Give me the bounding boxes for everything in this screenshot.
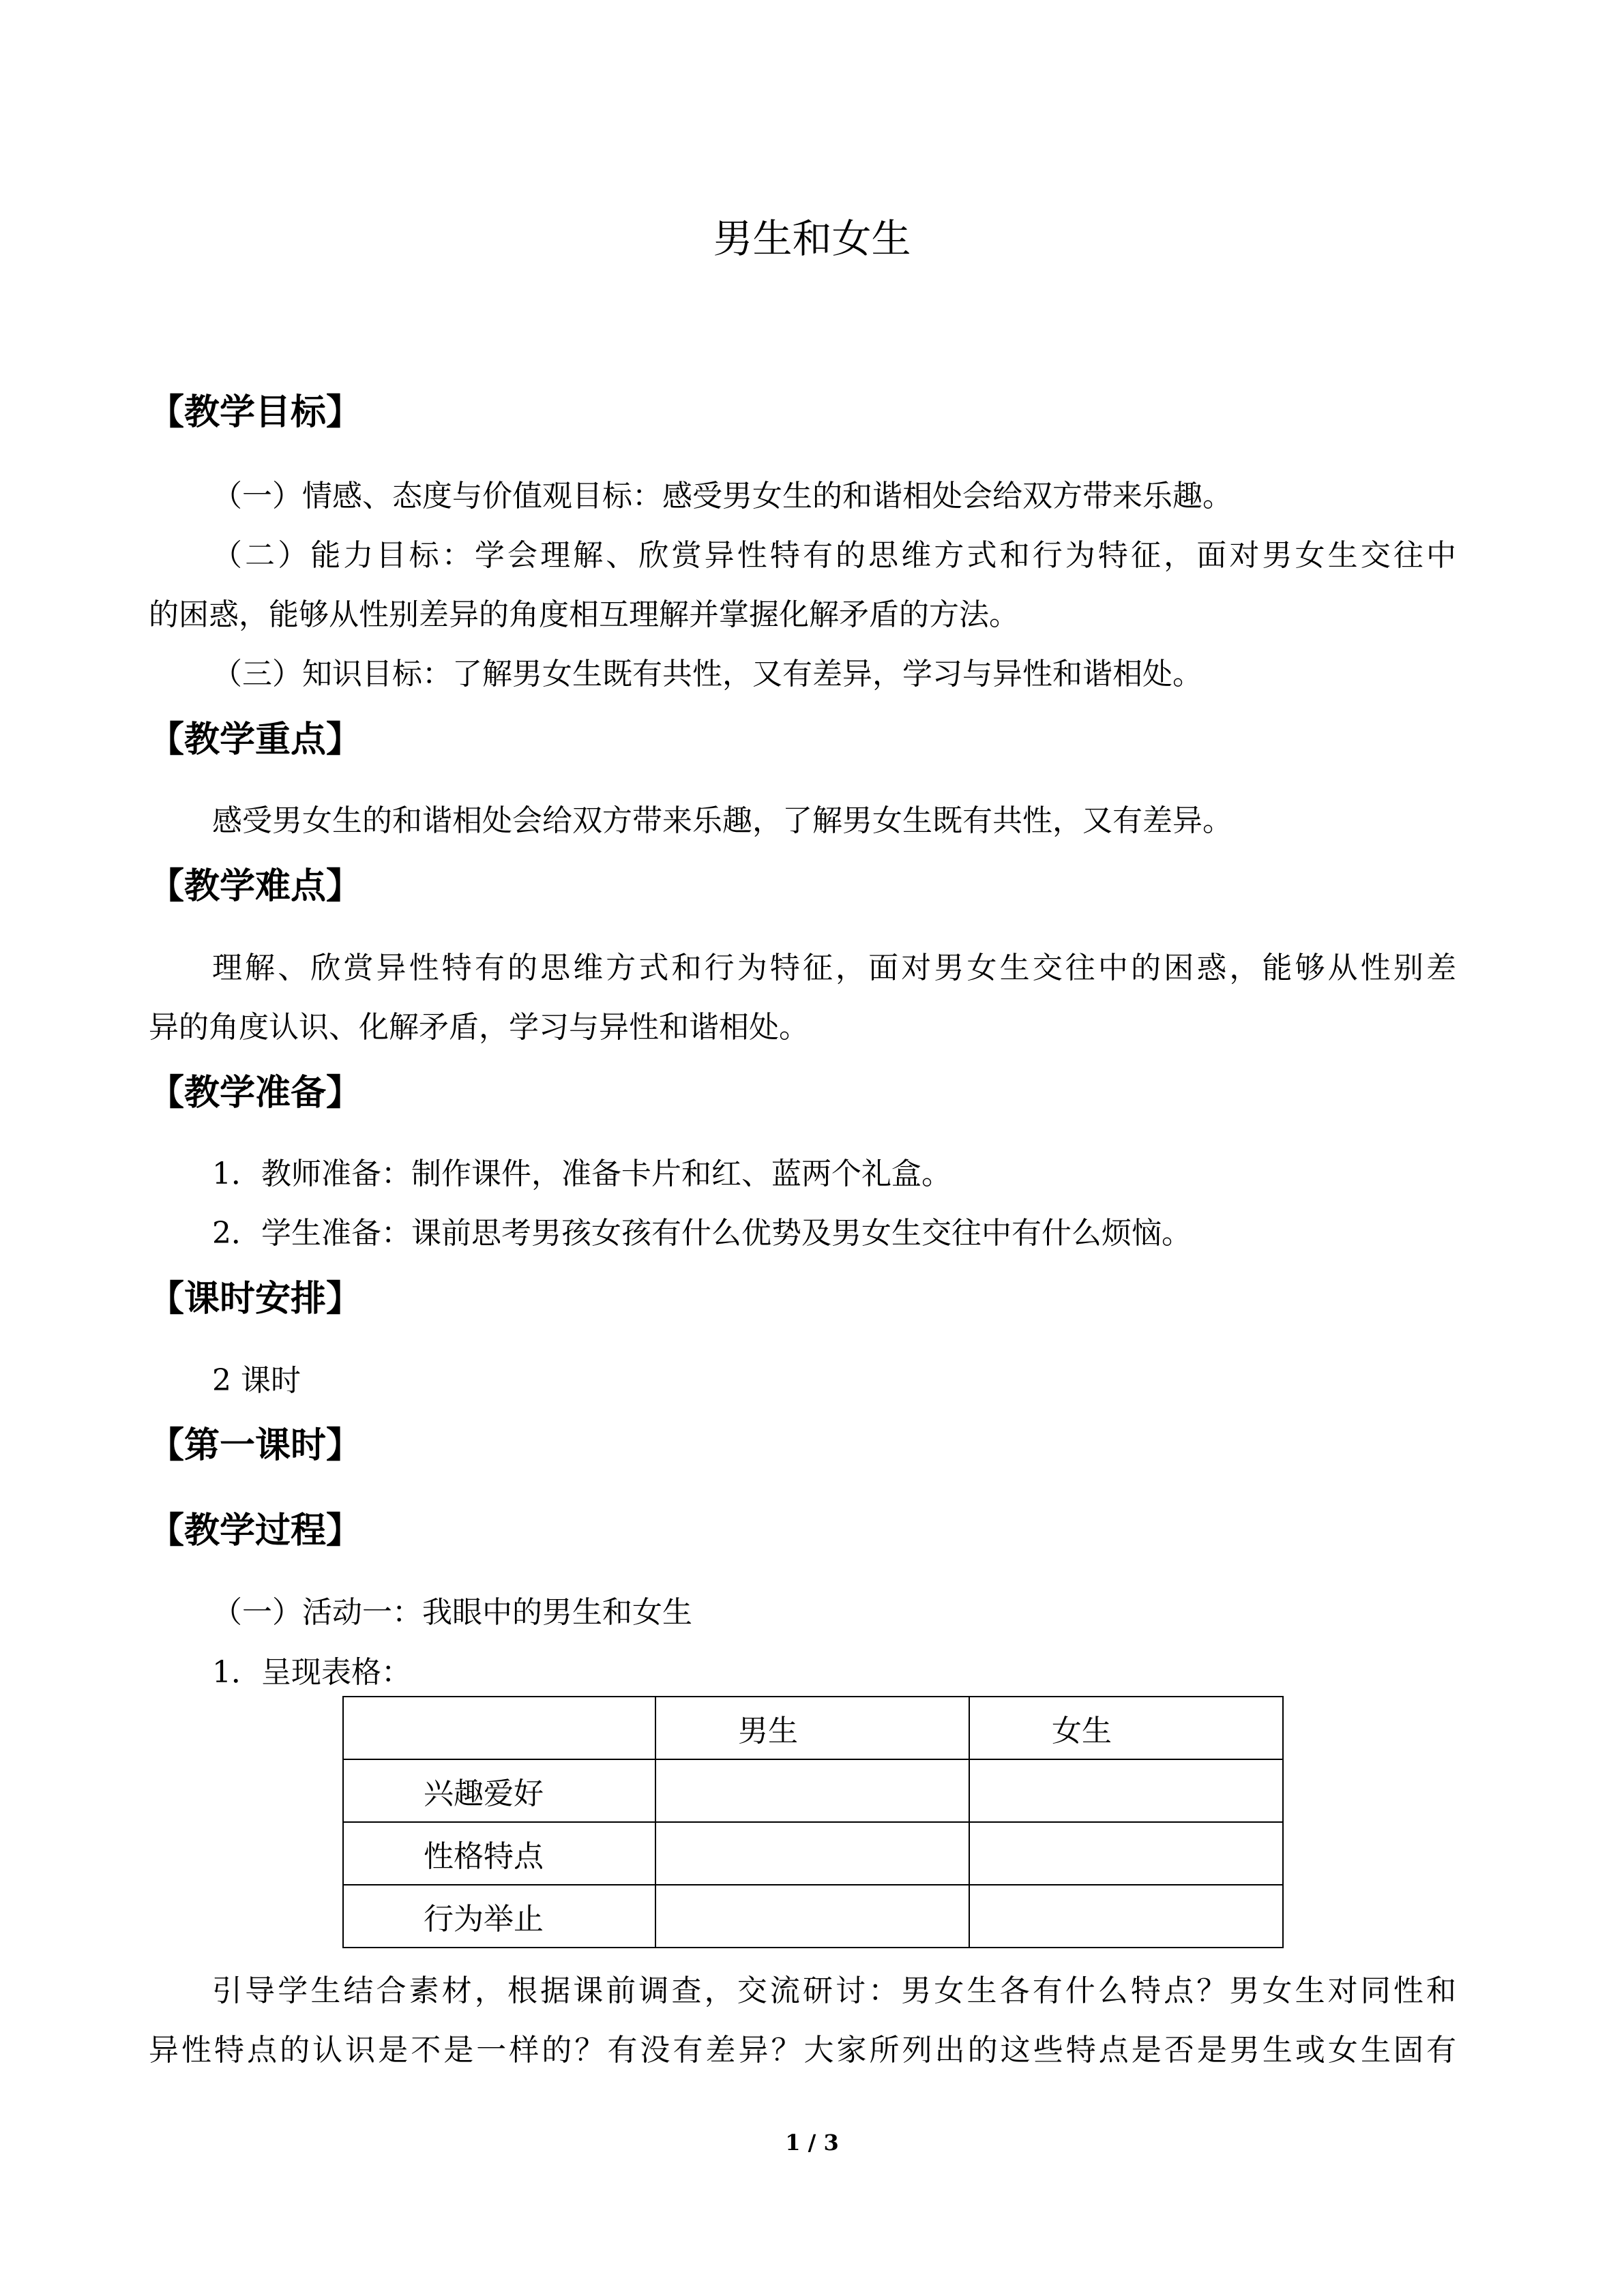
table-cell — [969, 1885, 1283, 1948]
discussion-line-2: 异性特点的认识是不是一样的？有没有差异？大家所列出的这些特点是否是男生或女生固有 — [149, 2033, 1456, 2068]
goals-heading: 【教学目标】 — [149, 392, 362, 433]
goal-line-1: （一）情感、态度与价值观目标：感受男女生的和谐相处会给双方带来乐趣。 — [212, 479, 1232, 513]
activity-one-title: （一）活动一：我眼中的男生和女生 — [212, 1595, 692, 1630]
table-header-row — [343, 1697, 1283, 1759]
key-points-text: 感受男女生的和谐相处会给双方带来乐趣，了解男女生既有共性，又有差异。 — [212, 803, 1232, 838]
table-row-label: 兴趣爱好 — [343, 1759, 655, 1822]
page-number: 1 / 3 — [785, 2130, 839, 2156]
difficulty-heading: 【教学难点】 — [149, 866, 362, 907]
schedule-text: 2 课时 — [212, 1363, 301, 1398]
goal-line-2-cont: 的困惑，能够从性别差异的角度相互理解并掌握化解矛盾的方法。 — [149, 597, 1019, 632]
preparation-item-2: 2．学生准备：课前思考男孩女孩有什么优势及男女生交往中有什么烦恼。 — [212, 1216, 1192, 1251]
preparation-heading: 【教学准备】 — [149, 1073, 362, 1114]
comparison-table — [342, 1696, 1284, 1948]
table-cell — [655, 1885, 969, 1948]
lesson-one-heading: 【第一课时】 — [149, 1425, 362, 1466]
table-cell — [655, 1822, 969, 1885]
table-header-cell — [343, 1697, 655, 1759]
table-row — [343, 1759, 1283, 1822]
discussion-line-1: 引导学生结合素材，根据课前调查，交流研讨：男女生各有什么特点？男女生对同性和 — [212, 1973, 1456, 2008]
table-row-label: 行为举止 — [343, 1885, 655, 1948]
preparation-item-1: 1．教师准备：制作课件，准备卡片和红、蓝两个礼盒。 — [212, 1157, 951, 1191]
schedule-heading: 【课时安排】 — [149, 1279, 362, 1320]
table-cell — [969, 1822, 1283, 1885]
goal-line-3: （三）知识目标：了解男女生既有共性，又有差异，学习与异性和谐相处。 — [212, 657, 1202, 691]
table-header-cell: 女生 — [969, 1697, 1283, 1759]
table-cell — [969, 1759, 1283, 1822]
table-row — [343, 1822, 1283, 1885]
table-cell — [655, 1759, 969, 1822]
difficulty-line-2: 异的角度认识、化解矛盾，学习与异性和谐相处。 — [149, 1010, 809, 1045]
table-header-cell: 男生 — [655, 1697, 969, 1759]
table-row — [343, 1885, 1283, 1948]
difficulty-line-1: 理解、欣赏异性特有的思维方式和行为特征，面对男女生交往中的困惑，能够从性别差 — [212, 951, 1456, 985]
goal-line-2: （二）能力目标：学会理解、欣赏异性特有的思维方式和行为特征，面对男女生交往中 — [212, 538, 1456, 573]
process-heading: 【教学过程】 — [149, 1510, 362, 1551]
key-points-heading: 【教学重点】 — [149, 719, 362, 760]
table-row-label: 性格特点 — [343, 1822, 655, 1885]
step-one-label: 1．呈现表格： — [212, 1655, 411, 1690]
page-title: 男生和女生 — [713, 215, 911, 262]
